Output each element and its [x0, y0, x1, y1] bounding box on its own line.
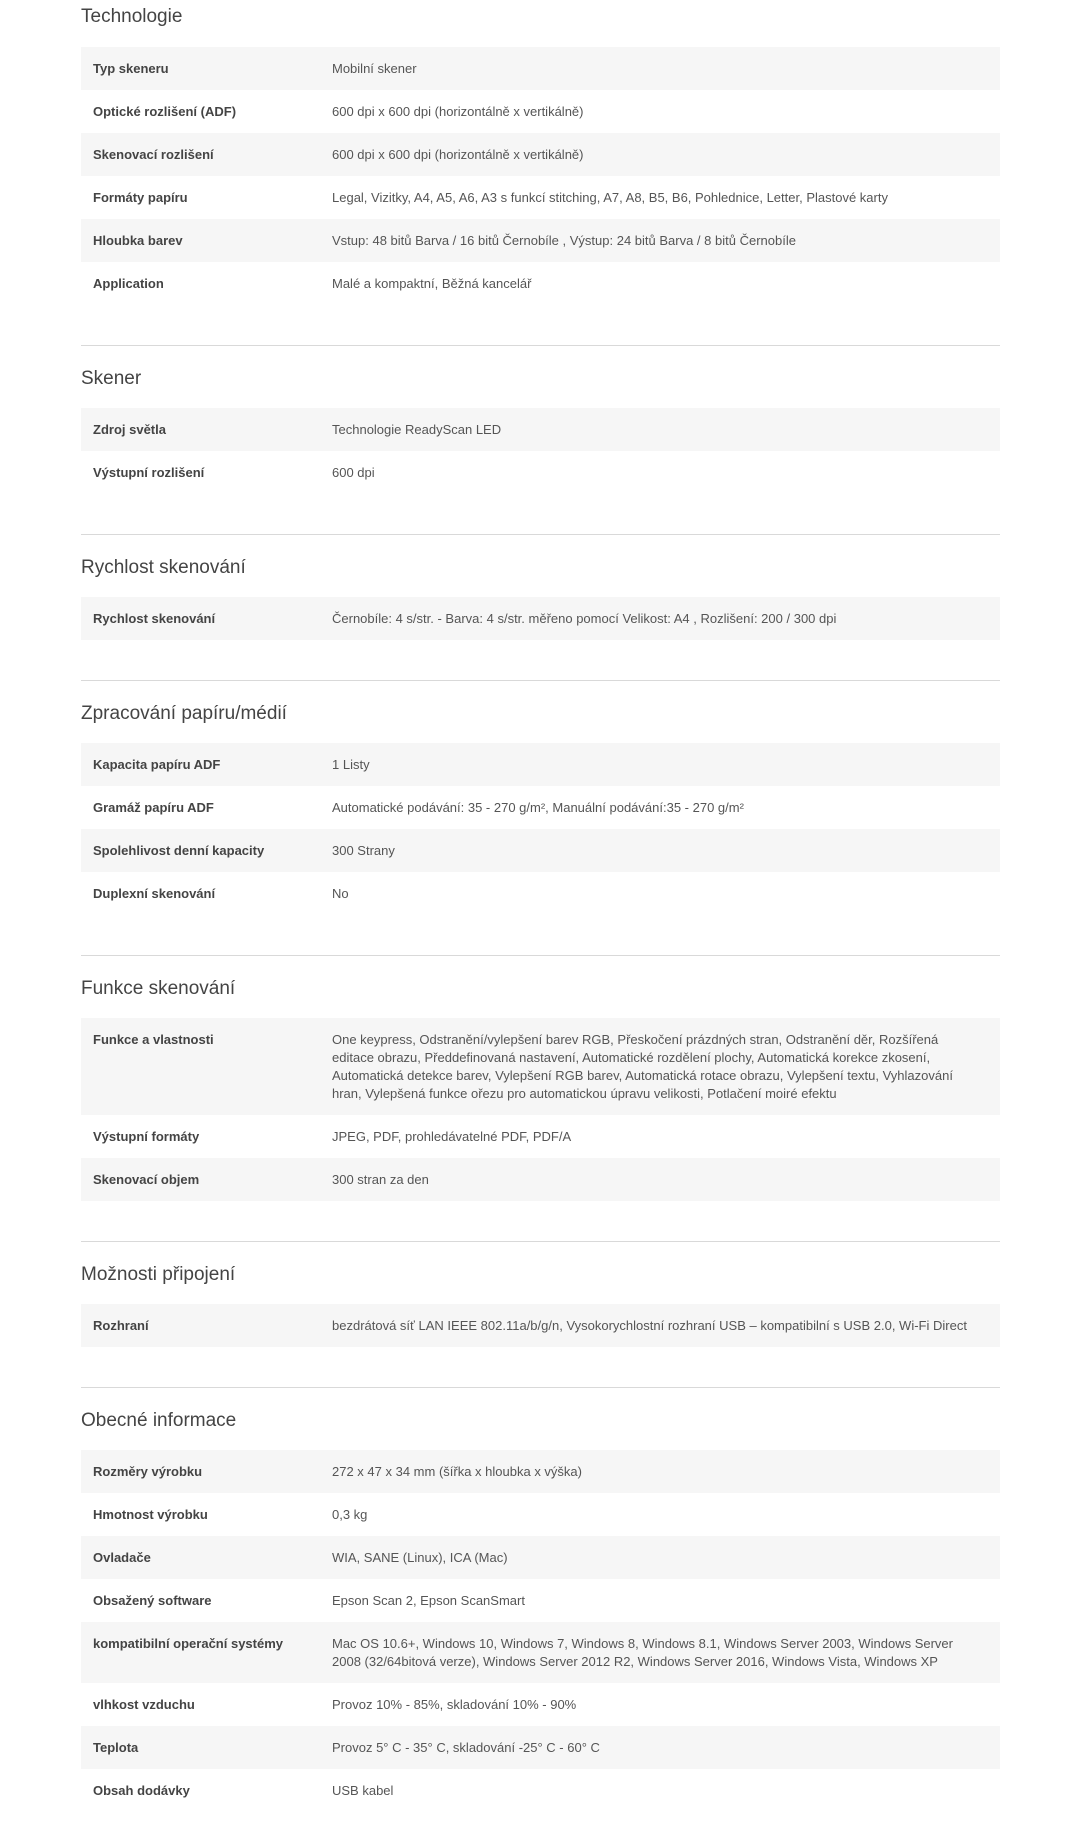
- spec-label: Obsažený software: [81, 1579, 320, 1622]
- spec-table: [81, 1304, 1000, 1347]
- spec-value: Legal, Vizitky, A4, A5, A6, A3 s funkcí stitching, A7, A8, B5, B6, Pohlednice, Letter, Plastové karty: [320, 176, 1000, 219]
- spec-row: [81, 1579, 1000, 1622]
- spec-label: Skenovací rozlišení: [81, 133, 320, 176]
- spec-row: [81, 176, 1000, 219]
- spec-value: 600 dpi x 600 dpi (horizontálně x vertikálně): [320, 90, 1000, 133]
- spec-value: bezdrátová síť LAN IEEE 802.11a/b/g/n, Vysokorychlostní rozhraní USB – kompatibilní s USB 2.0, Wi-Fi Direct: [320, 1304, 1000, 1347]
- spec-label: Výstupní formáty: [81, 1115, 320, 1158]
- spec-label: Zdroj světla: [81, 408, 320, 451]
- spec-value: 1 Listy: [320, 743, 1000, 786]
- spec-value: Automatické podávání: 35 - 270 g/m², Manuální podávání:35 - 270 g/m²: [320, 786, 1000, 829]
- spec-section-obecne-informace: [81, 1388, 1000, 1812]
- spec-row: [81, 408, 1000, 451]
- spec-value: 600 dpi x 600 dpi (horizontálně x vertikálně): [320, 133, 1000, 176]
- spec-label: Obsah dodávky: [81, 1769, 320, 1812]
- section-title: Skener: [81, 368, 142, 389]
- spec-value: Epson Scan 2, Epson ScanSmart: [320, 1579, 1000, 1622]
- spec-label: Formáty papíru: [81, 176, 320, 219]
- spec-row: [81, 1536, 1000, 1579]
- spec-label: Skenovací objem: [81, 1158, 320, 1201]
- spec-row: [81, 451, 1000, 494]
- spec-value: Mac OS 10.6+, Windows 10, Windows 7, Windows 8, Windows 8.1, Windows Server 2003, Windows Server 2008 (32/64bitová verze), Windows Server 2012 R2, Windows Server 2016, Windows Vista, Windows XP: [320, 1622, 1000, 1683]
- spec-section-zpracovani-papiru-medii: [81, 681, 1000, 956]
- spec-row: [81, 1304, 1000, 1347]
- spec-value: JPEG, PDF, prohledávatelné PDF, PDF/A: [320, 1115, 1000, 1158]
- section-title: Funkce skenování: [81, 978, 236, 999]
- spec-value: No: [320, 872, 1000, 915]
- spec-label: Hloubka barev: [81, 219, 320, 262]
- spec-row: [81, 786, 1000, 829]
- spec-row: [81, 1115, 1000, 1158]
- spec-row: [81, 1726, 1000, 1769]
- spec-row: [81, 1683, 1000, 1726]
- spec-label: Rychlost skenování: [81, 597, 320, 640]
- spec-value: One keypress, Odstranění/vylepšení barev RGB, Přeskočení prázdných stran, Odstranění děr, Rozšířená editace obrazu, Předdefinovaná nastavení, Automatické rozdělení plochy, Automatická korekce zkosení, Automatická detekce barev, Vylepšení RGB barev, Automatická rotace obrazu, Vylepšení textu, Vyhlazování hran, Vylepšená funkce ořezu pro automatickou úpravu velikosti, Potlačení moiré efektu: [320, 1018, 1000, 1115]
- spec-table: [81, 1450, 1000, 1812]
- section-title: Technologie: [81, 6, 183, 27]
- spec-value: Vstup: 48 bitů Barva / 16 bitů Černobíle , Výstup: 24 bitů Barva / 8 bitů Černobíle: [320, 219, 1000, 262]
- spec-value: 300 stran za den: [320, 1158, 1000, 1201]
- spec-table: [81, 1018, 1000, 1201]
- spec-value: 0,3 kg: [320, 1493, 1000, 1536]
- section-title: Zpracování papíru/médií: [81, 703, 287, 724]
- spec-label: Funkce a vlastnosti: [81, 1018, 320, 1115]
- spec-label: Duplexní skenování: [81, 872, 320, 915]
- specifications: [81, 0, 1000, 1812]
- section-title: Rychlost skenování: [81, 557, 246, 578]
- spec-label: Výstupní rozlišení: [81, 451, 320, 494]
- spec-section-skener: [81, 346, 1000, 535]
- spec-value: Černobíle: 4 s/str. - Barva: 4 s/str. měřeno pomocí Velikost: A4 , Rozlišení: 200 / 300 dpi: [320, 597, 1000, 640]
- spec-label: Hmotnost výrobku: [81, 1493, 320, 1536]
- spec-label: kompatibilní operační systémy: [81, 1622, 320, 1683]
- spec-row: [81, 829, 1000, 872]
- spec-row: [81, 872, 1000, 915]
- spec-label: Typ skeneru: [81, 47, 320, 90]
- spec-value: Mobilní skener: [320, 47, 1000, 90]
- spec-row: [81, 47, 1000, 90]
- spec-label: Optické rozlišení (ADF): [81, 90, 320, 133]
- spec-value: WIA, SANE (Linux), ICA (Mac): [320, 1536, 1000, 1579]
- spec-row: [81, 743, 1000, 786]
- spec-label: Rozhraní: [81, 1304, 320, 1347]
- section-title: Možnosti připojení: [81, 1264, 236, 1285]
- spec-row: [81, 133, 1000, 176]
- spec-table: [81, 743, 1000, 915]
- spec-value: 600 dpi: [320, 451, 1000, 494]
- spec-section-rychlost-skenovani: [81, 535, 1000, 681]
- spec-label: Ovladače: [81, 1536, 320, 1579]
- spec-row: [81, 262, 1000, 305]
- spec-value: 300 Strany: [320, 829, 1000, 872]
- spec-row: [81, 219, 1000, 262]
- spec-value: Technologie ReadyScan LED: [320, 408, 1000, 451]
- spec-section-technologie: [81, 0, 1000, 346]
- spec-row: [81, 90, 1000, 133]
- spec-value: Provoz 10% - 85%, skladování 10% - 90%: [320, 1683, 1000, 1726]
- spec-label: Teplota: [81, 1726, 320, 1769]
- spec-value: Provoz 5° C - 35° C, skladování -25° C - 60° C: [320, 1726, 1000, 1769]
- spec-value: 272 x 47 x 34 mm (šířka x hloubka x výška): [320, 1450, 1000, 1493]
- spec-row: [81, 1493, 1000, 1536]
- spec-row: [81, 1018, 1000, 1115]
- spec-table: [81, 47, 1000, 305]
- spec-value: Malé a kompaktní, Běžná kancelář: [320, 262, 1000, 305]
- spec-label: vlhkost vzduchu: [81, 1683, 320, 1726]
- spec-row: [81, 1158, 1000, 1201]
- spec-label: Rozměry výrobku: [81, 1450, 320, 1493]
- spec-section-funkce-skenovani: [81, 956, 1000, 1242]
- section-title: Obecné informace: [81, 1410, 237, 1431]
- spec-row: [81, 1769, 1000, 1812]
- spec-label: Application: [81, 262, 320, 305]
- spec-section-moznosti-pripojeni: [81, 1242, 1000, 1388]
- spec-row: [81, 597, 1000, 640]
- spec-label: Gramáž papíru ADF: [81, 786, 320, 829]
- spec-table: [81, 597, 1000, 640]
- spec-value: USB kabel: [320, 1769, 1000, 1812]
- spec-label: Kapacita papíru ADF: [81, 743, 320, 786]
- spec-table: [81, 408, 1000, 494]
- spec-row: [81, 1622, 1000, 1683]
- spec-row: [81, 1450, 1000, 1493]
- spec-label: Spolehlivost denní kapacity: [81, 829, 320, 872]
